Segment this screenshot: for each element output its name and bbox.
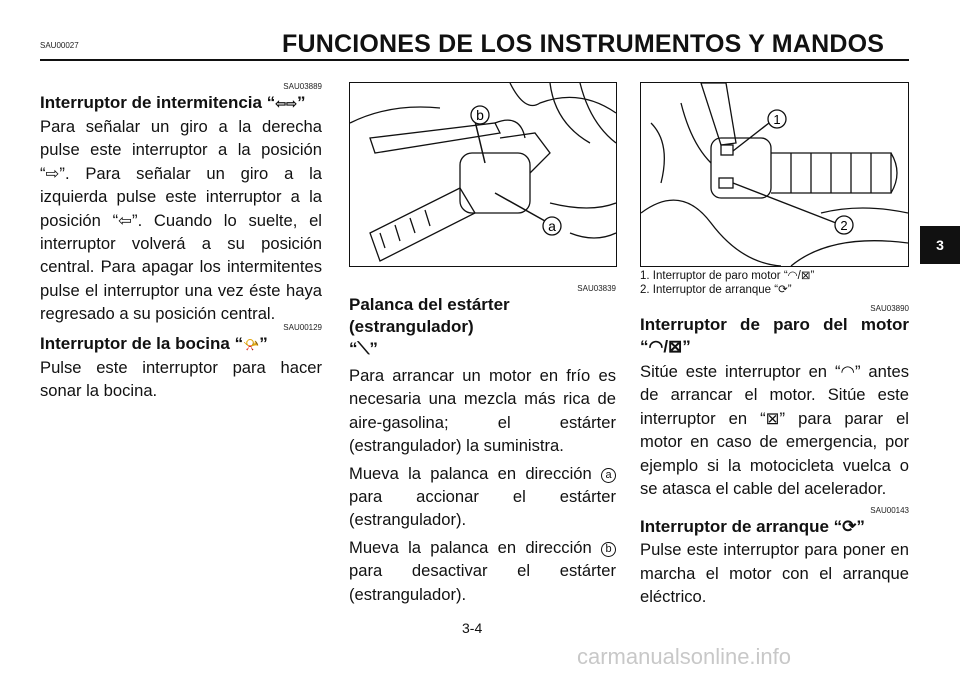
horn-text: Pulse este interruptor para hacer sonar la bocina. bbox=[40, 357, 322, 401]
caption-2: 2. Interruptor de arranque “⟳” bbox=[640, 284, 792, 296]
choke-text-2 bbox=[349, 462, 616, 532]
choke-text-1: Para arrancar un motor en frío es necesaria una mezcla más rica de aire-gasolina; el estárter (estrangulador) la suministra. bbox=[349, 366, 616, 456]
header-code: SAU00027 bbox=[40, 41, 79, 50]
choke-heading-icon: “⟍” bbox=[349, 339, 378, 358]
turn-signal-heading-text: Interruptor de intermitencia “ bbox=[40, 93, 276, 112]
right-handlebar-illustration bbox=[641, 83, 908, 266]
column-right bbox=[640, 304, 909, 609]
section-code: SAU03839 bbox=[577, 284, 616, 293]
choke-text-2-b: para accionar el estárter (estrangulador). bbox=[349, 487, 616, 530]
turn-signal-heading bbox=[40, 92, 322, 115]
engine-stop-heading: Interruptor de paro del motor bbox=[640, 315, 909, 334]
page-number: 3-4 bbox=[462, 620, 483, 636]
column-left bbox=[40, 82, 322, 402]
horn-heading-end: ” bbox=[259, 333, 268, 353]
horn-heading bbox=[40, 333, 322, 356]
choke-text-2-a: Mueva la palanca en dirección bbox=[349, 463, 601, 483]
choke-text-3 bbox=[349, 536, 616, 606]
figure-label-2: 2 bbox=[840, 218, 848, 233]
start-heading: Interruptor de arranque “⟳” bbox=[640, 517, 865, 537]
choke-heading: Palanca del estárter (estrangulador) bbox=[349, 295, 510, 336]
figure-left-handlebar bbox=[349, 82, 617, 267]
section-code: SAU03889 bbox=[283, 82, 322, 91]
figure-label-1: 1 bbox=[773, 112, 781, 127]
figure-right-handlebar bbox=[640, 82, 909, 267]
section-code: SAU03890 bbox=[870, 304, 909, 313]
chapter-tab: 3 bbox=[920, 226, 960, 264]
marker-a: a bbox=[601, 468, 616, 483]
figure-label-b: b bbox=[476, 107, 484, 123]
turn-signal-text: Para señalar un giro a la derecha pulse este interruptor a la posición “⇨”. Para señalar un giro a la izquierda pulse este interruptor a la posición “⇦”. Cuando lo suelte, el interruptor volverá a su posición central. Para apagar los intermitentes pulse el interruptor una vez éste haya regresado a su posición central. bbox=[40, 117, 322, 324]
header-rule bbox=[40, 59, 909, 61]
page-title: FUNCIONES DE LOS INSTRUMENTOS Y MANDOS bbox=[282, 30, 885, 58]
engine-stop-heading-icon: “◠/⊠” bbox=[640, 337, 691, 356]
left-handlebar-illustration bbox=[350, 83, 616, 266]
start-text: Pulse este interruptor para poner en marcha el motor con el arranque eléctrico. bbox=[640, 540, 909, 607]
figure-captions bbox=[640, 269, 910, 297]
marker-b: b bbox=[601, 542, 616, 557]
column-middle bbox=[349, 284, 616, 606]
horn-heading-text: Interruptor de la bocina “ bbox=[40, 333, 244, 353]
caption-1: 1. Interruptor de paro motor “◠/⊠” bbox=[640, 270, 815, 282]
choke-text-3-b: para desactivar el estárter (estrangulador). bbox=[349, 561, 616, 604]
horn-icon: 📯 bbox=[243, 336, 260, 352]
section-code: SAU00129 bbox=[283, 322, 322, 332]
section-code: SAU00143 bbox=[870, 506, 909, 516]
turn-signal-icon: ⇦⇨ bbox=[275, 96, 297, 111]
watermark: carmanualsonline.info bbox=[577, 644, 792, 669]
turn-signal-heading-end: ” bbox=[297, 93, 306, 112]
choke-text-3-a: Mueva la palanca en dirección bbox=[349, 537, 601, 557]
engine-stop-text: Sitúe este interruptor en “◠” antes de arrancar el motor. Sitúe este interruptor en “⊠” para parar el motor en caso de emergencia, por ejemplo si la motocicleta vuelca o se atasca el cable del acelerador. bbox=[640, 362, 909, 499]
figure-label-a: a bbox=[548, 218, 556, 234]
